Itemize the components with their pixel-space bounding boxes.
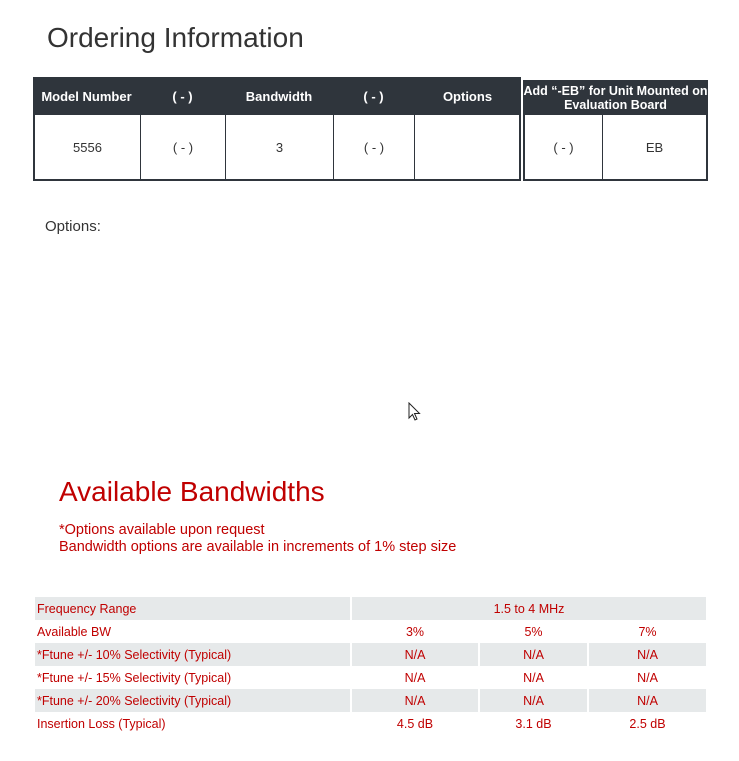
row-value: N/A [480,689,589,712]
frequency-range-value: 1.5 to 4 MHz [493,601,565,616]
mouse-cursor-icon [408,402,422,422]
value-dash-1: ( - ) [141,115,226,179]
value-dash-2: ( - ) [334,115,415,179]
options-label: Options: [45,218,101,235]
frequency-range-label: Frequency Range [35,597,352,620]
header-eb: Add “-EB” for Unit Mounted on Evaluation Board [523,80,708,115]
table-row [35,712,706,735]
ordering-table [33,77,708,181]
table-row [35,689,706,712]
row-value: 3.1 dB [480,712,589,735]
row-value: N/A [352,666,480,689]
header-dash-1: ( - ) [172,88,193,104]
eb-value-row [523,115,708,181]
row-value: N/A [480,666,589,689]
row-value: N/A [480,643,589,666]
header-bandwidth: Bandwidth [245,88,313,104]
value-bandwidth: 3 [226,115,334,179]
row-value: 4.5 dB [352,712,480,735]
header-options: Options [442,88,493,104]
row-value: 7% [638,624,657,639]
row-value: N/A [352,689,480,712]
row-label: Insertion Loss (Typical) [35,712,352,735]
row-value: 2.5 dB [629,716,666,731]
row-label: *Ftune +/- 15% Selectivity (Typical) [35,666,352,689]
value-eb: EB [645,139,664,155]
value-options [415,115,519,179]
row-label: *Ftune +/- 20% Selectivity (Typical) [35,689,352,712]
header-model-number: Model Number [41,88,132,104]
table-row [35,666,706,689]
row-value: N/A [637,647,658,662]
row-label: Available BW [35,620,352,643]
row-value: N/A [352,643,480,666]
table-row [35,620,706,643]
value-eb-dash: ( - ) [525,115,603,179]
row-label: *Ftune +/- 10% Selectivity (Typical) [35,643,352,666]
ordering-value-row [33,115,521,181]
value-model-number: 5556 [35,115,141,179]
page-title: Ordering Information [47,22,304,53]
ordering-header-row [33,77,521,115]
row-value: 3% [352,620,480,643]
row-value: N/A [637,670,658,685]
bandwidths-note-step: Bandwidth options are available in increments of 1% step size [59,539,457,555]
table-row [35,643,706,666]
table-row [35,597,706,620]
header-dash-2: ( - ) [363,88,384,104]
bandwidths-title: Available Bandwidths [59,476,325,507]
row-value: 5% [480,620,589,643]
row-value: N/A [637,693,658,708]
bandwidths-note-request: *Options available upon request [59,522,265,538]
bandwidths-table [35,597,706,735]
